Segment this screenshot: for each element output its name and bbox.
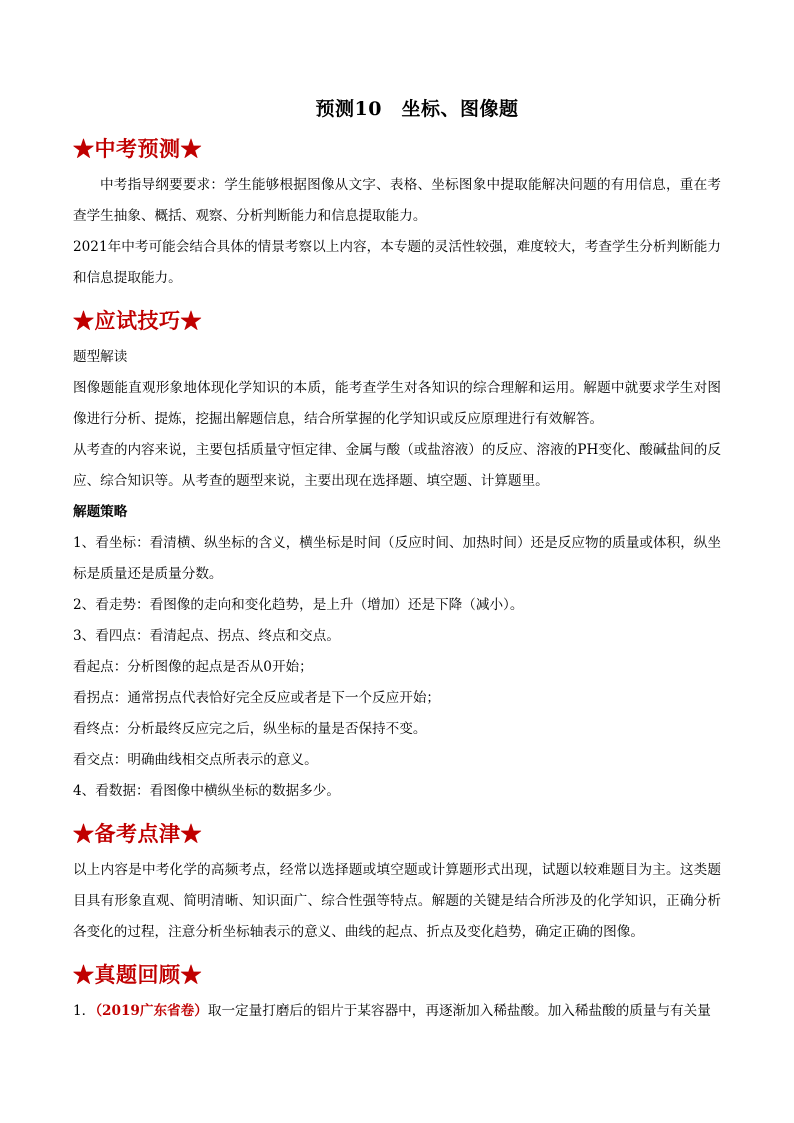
- question-source: （2019广东省卷）: [95, 1003, 208, 1019]
- section-heading-skills: ★应试技巧★: [73, 308, 202, 333]
- tips-paragraph-1: 以上内容是中考化学的高频考点，经常以选择题或填空题或计算题形式出现，试题以较难题目为主。这类题目具有形象直观、简明清晰、知识面广、综合性强等特点。解题的关键是结合所涉及的化学知识，正确分析各变化的过程，注意分析坐标轴表示的意义、曲线的起点、折点及变化趋势，确定正确的图像。: [73, 862, 721, 940]
- strategy-item-3a: 看起点：分析图像的起点是否从0开始；: [73, 659, 313, 675]
- question-text: 取一定量打磨后的铝片于某容器中，再逐渐加入稀盐酸。加入稀盐酸的质量与有关量: [207, 1003, 711, 1019]
- skills-subheading-strategy: 解题策略: [73, 504, 128, 520]
- question-number: 1．: [73, 1003, 96, 1019]
- section-heading-review: ★真题回顾★: [73, 962, 202, 987]
- strategy-item-3d: 看交点：明确曲线相交点所表示的意义。: [73, 752, 318, 768]
- forecast-paragraph-2: 2021年中考可能会结合具体的情景考察以上内容，本专题的灵活性较强，难度较大，考查学生分析判断能力和信息提取能力。: [73, 239, 721, 286]
- page-title: 预测10 坐标、图像题: [315, 98, 519, 120]
- section-heading-forecast: ★中考预测★: [73, 136, 202, 161]
- strategy-item-3c: 看终点：分析最终反应完之后，纵坐标的量是否保持不变。: [73, 721, 427, 737]
- strategy-item-1: 1、看坐标：看清横、纵坐标的含义，横坐标是时间（反应时间、加热时间）还是反应物的质量或体积，纵坐标是质量还是质量分数。: [73, 535, 721, 582]
- strategy-item-3b: 看拐点：通常拐点代表恰好完全反应或者是下一个反应开始；: [73, 690, 441, 706]
- skills-paragraph-2: 从考查的内容来说，主要包括质量守恒定律、金属与酸（或盐溶液）的反应、溶液的PH变化、酸碱盐间的反应、综合知识等。从考查的题型来说，主要出现在选择题、填空题、计算题里。: [73, 442, 721, 489]
- question-1: [73, 996, 721, 1027]
- skills-paragraph-1: 图像题能直观形象地体现化学知识的本质，能考查学生对各知识的综合理解和运用。解题中就要求学生对图像进行分析、提炼，挖掘出解题信息，结合所掌握的化学知识或反应原理进行有效解答。: [73, 380, 721, 427]
- strategy-item-2: 2、看走势：看图像的走向和变化趋势，是上升（增加）还是下降（减小）。: [73, 597, 524, 613]
- forecast-paragraph-1: 中考指导纲要要求：学生能够根据图像从文字、表格、坐标图象中提取能解决问题的有用信息，重在考查学生抽象、概括、观察、分析判断能力和信息提取能力。: [73, 177, 721, 224]
- strategy-item-3: 3、看四点：看清起点、拐点、终点和交点。: [73, 628, 340, 644]
- section-heading-tips: ★备考点津★: [73, 821, 202, 846]
- document-page: [73, 92, 721, 1027]
- skills-subheading-type: 题型解读: [73, 349, 128, 365]
- strategy-item-4: 4、看数据：看图像中横纵坐标的数据多少。: [73, 783, 340, 799]
